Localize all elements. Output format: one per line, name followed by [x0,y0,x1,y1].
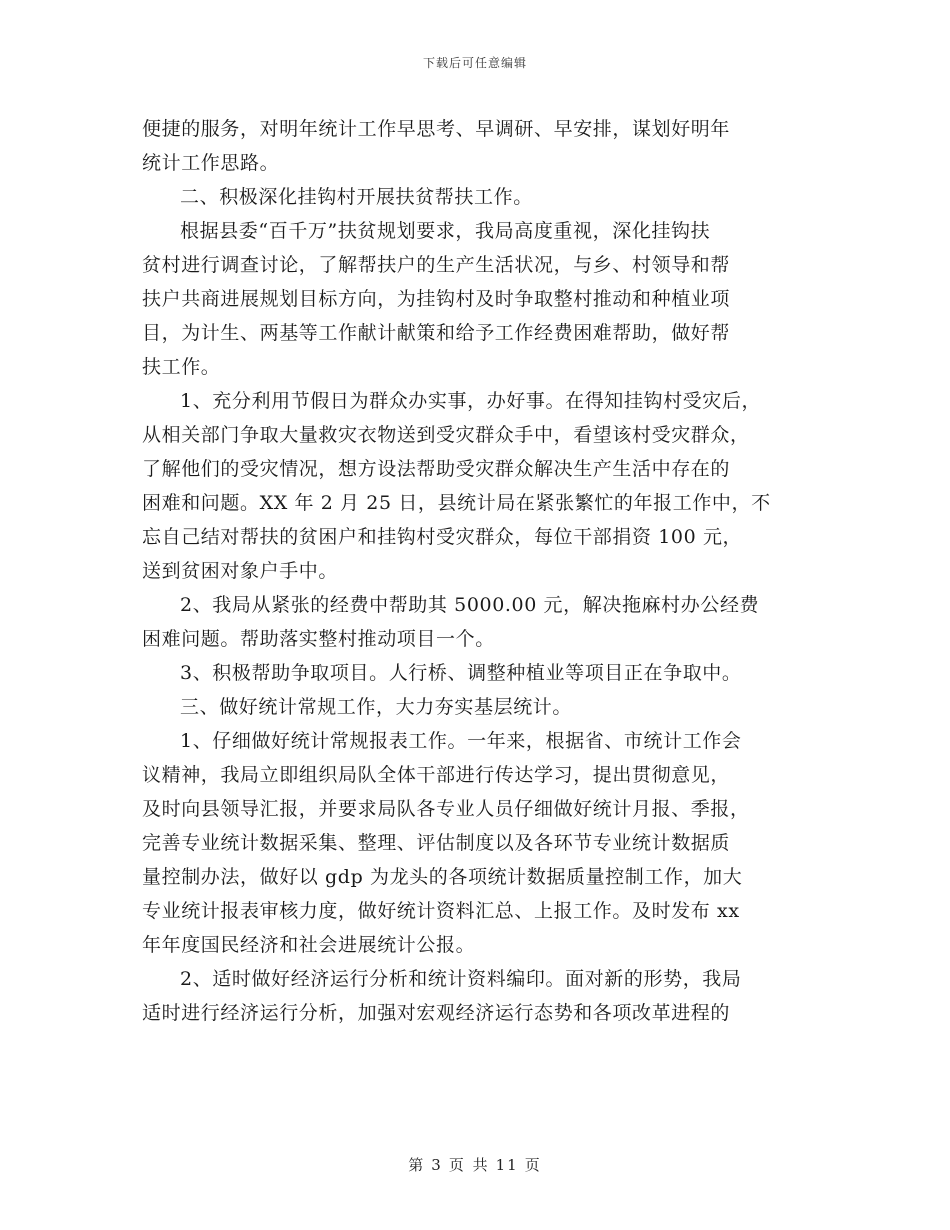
text-line: 忘自己结对帮扶的贫困户和挂钩村受灾群众，每位干部捐资 100 元， [142,526,743,548]
text-line: 议精神，我局立即组织局队全体干部进行传达学习，提出贯彻意见， [142,764,731,786]
footer-suffix: 页 [524,1156,542,1174]
text-line: 贫村进行调查讨论，了解帮扶户的生产生活状况，与乡、村领导和帮 [142,254,731,276]
text-line: 二、积极深化挂钩村开展扶贫帮扶工作。 [180,186,533,208]
text-line: 从相关部门争取大量救灾衣物送到受灾群众手中，看望该村受灾群众， [142,424,750,446]
footer-total-pages: 11 [495,1156,519,1174]
text-line: 量控制办法，做好以 gdp 为龙头的各项统计数据质量控制工作，加大 [142,866,743,888]
text-line: 2、我局从紧张的经费中帮助其 5000.00 元，解决拖麻村办公经费 [180,594,760,616]
text-line: 统计工作思路。 [142,152,280,174]
text-line: 完善专业统计数据采集、整理、评估制度以及各环节专业统计数据质 [142,832,731,854]
text-line: 三、做好统计常规工作，大力夯实基层统计。 [180,696,573,718]
text-line: 1、充分利用节假日为群众办实事，办好事。在得知挂钩村受灾后， [180,390,762,412]
text-line: 2、适时做好经济运行分析和统计资料编印。面对新的形势，我局 [180,968,742,990]
text-line: 了解他们的受灾情况，想方设法帮助受灾群众解决生产生活中存在的 [142,458,731,480]
footer-middle: 页 共 [448,1156,490,1174]
page-header: 下载后可任意编辑 [422,56,527,70]
text-line: 3、积极帮助争取项目。人行桥、调整种植业等项目正在争取中。 [180,662,742,684]
text-line: 扶工作。 [142,356,221,378]
document-body [142,112,832,1030]
text-line: 及时向县领导汇报，并要求局队各专业人员仔细做好统计月报、季报， [142,798,750,820]
text-line: 困难和问题。XX 年 2 月 25 日，县统计局在紧张繁忙的年报工作中，不 [142,492,771,514]
footer-page-number: 3 [431,1156,443,1174]
text-line: 扶户共商进展规划目标方向，为挂钩村及时争取整村推动和种植业项 [142,288,731,310]
text-line: 便捷的服务，对明年统计工作早思考、早调研、早安排，谋划好明年 [142,118,731,140]
text-line: 目，为计生、两基等工作献计献策和给予工作经费困难帮助，做好帮 [142,322,731,344]
text-line: 专业统计报表审核力度，做好统计资料汇总、上报工作。及时发布 xx [142,900,740,922]
text-line: 适时进行经济运行分析，加强对宏观经济运行态势和各项改革进程的 [142,1002,731,1024]
text-line: 困难问题。帮助落实整村推动项目一个。 [142,628,495,650]
text-line: 根据县委“百千万”扶贫规划要求，我局高度重视，深化挂钩扶 [180,220,711,242]
text-line: 年年度国民经济和社会进展统计公报。 [142,934,476,956]
text-line: 送到贫困对象户手中。 [142,560,339,582]
text-line: 1、仔细做好统计常规报表工作。一年来，根据省、市统计工作会 [180,730,742,752]
page-footer [0,1154,950,1175]
footer-prefix: 第 [408,1156,426,1174]
